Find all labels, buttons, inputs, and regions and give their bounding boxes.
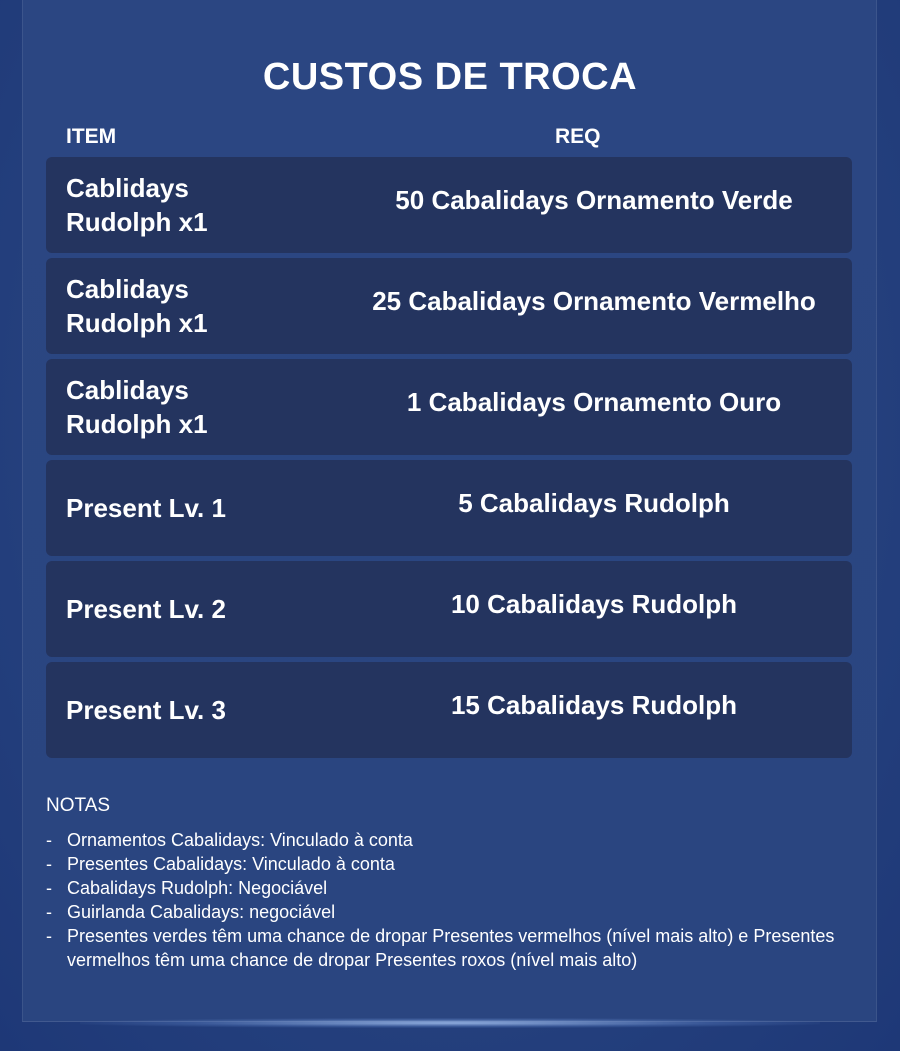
note-text: Guirlanda Cabalidays: negociável [67, 902, 336, 922]
notes-list [46, 828, 846, 972]
row-item: Cablidays Rudolph x1 [66, 274, 208, 338]
row-item: Present Lv. 3 [66, 695, 226, 725]
table-row [46, 359, 852, 455]
table-row [46, 258, 852, 354]
bottom-glow [80, 1018, 820, 1028]
table-row [46, 662, 852, 758]
note-text: Presentes verdes têm uma chance de dropar Presentes vermelhos (nível mais alto) e Presentes vermelhos têm uma chance de dropar Presentes roxos (nível mais alto) [67, 926, 835, 970]
row-requirement: 10 Cabalidays Rudolph [450, 589, 738, 619]
bullet-dash: - [46, 902, 52, 922]
row-item: Present Lv. 1 [66, 493, 226, 523]
row-requirement: 25 Cabalidays Ornamento Vermelho [372, 286, 816, 316]
list-item [46, 876, 846, 900]
bullet-dash: - [46, 854, 52, 874]
column-header-req: REQ [555, 125, 601, 148]
notes-title: NOTAS [46, 795, 111, 816]
row-item: Cablidays Rudolph x1 [66, 375, 208, 439]
table-row [46, 561, 852, 657]
bullet-dash: - [46, 830, 52, 850]
note-text: Cabalidays Rudolph: Negociável [67, 878, 328, 898]
row-requirement: 1 Cabalidays Ornamento Ouro [406, 387, 782, 417]
row-requirement: 5 Cabalidays Rudolph [458, 488, 730, 518]
list-item [46, 924, 846, 972]
row-item: Present Lv. 2 [66, 594, 226, 624]
note-text: Ornamentos Cabalidays: Vinculado à conta [67, 830, 413, 850]
list-item [46, 828, 846, 852]
list-item [46, 852, 846, 876]
row-item: Cablidays Rudolph x1 [66, 173, 208, 237]
row-requirement: 50 Cabalidays Ornamento Verde [395, 185, 793, 215]
column-header-item: ITEM [66, 125, 117, 148]
bullet-dash: - [46, 926, 52, 946]
list-item [46, 900, 846, 924]
note-text: Presentes Cabalidays: Vinculado à conta [67, 854, 395, 874]
exchange-table [46, 157, 852, 763]
table-row [46, 460, 852, 556]
row-requirement: 15 Cabalidays Rudolph [450, 690, 738, 720]
table-row [46, 157, 852, 253]
bullet-dash: - [46, 878, 52, 898]
page-title: CUSTOS DE TROCA [262, 56, 638, 98]
